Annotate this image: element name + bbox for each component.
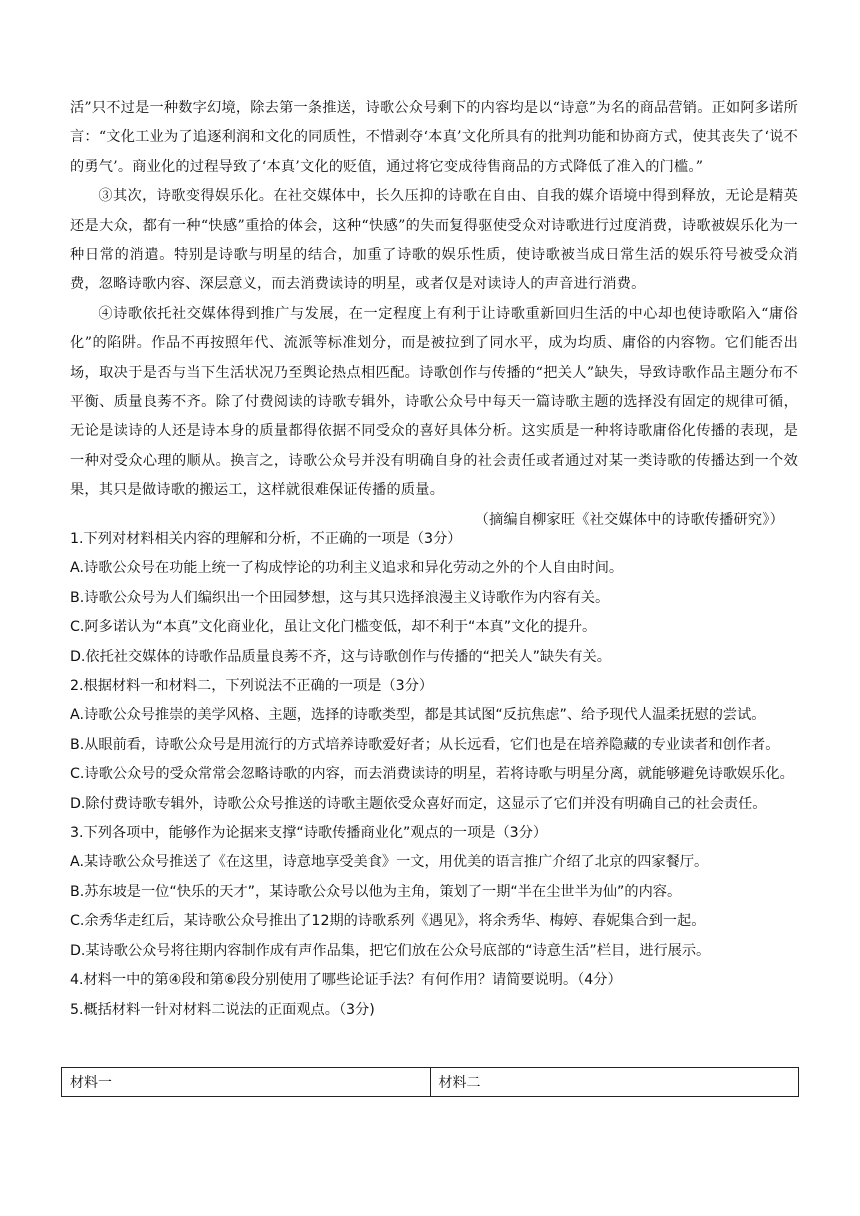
question-1-option-a: A.诗歌公众号在功能上统一了构成悖论的功利主义追求和异化劳动之外的个人自由时间。	[70, 560, 624, 577]
answer-table-col-material-2: 材料二	[430, 1068, 799, 1097]
question-3-stem: 3.下列各项中，能够作为论据来支撑“诗歌传播商业化”观点的一项是（3分）	[70, 825, 548, 842]
passage-paragraph-3: ③其次，诗歌变得娱乐化。在社交媒体中，长久压抑的诗歌在自由、自我的媒介语境中得到释放，无论是精英还是大众，都有一种“快感”重拾的体会，这种“快感”的失而复得驱使受众对诗歌进行过度消费，诗歌被娱乐化为一种日常的消遣。特别是诗歌与明星的结合，加重了诗歌的娱乐性质，使诗歌被当成日常生活的娱乐符号被受众消费，忽略诗歌内容、深层意义，而去消费读诗的明星，或者仅是对读诗人的声音进行消费。	[70, 188, 798, 293]
answer-table	[61, 1067, 799, 1097]
question-2-stem: 2.根据材料一和材料二，下列说法不正确的一项是（3分）	[70, 678, 434, 695]
question-2-option-c: C.诗歌公众号的受众常常会忽略诗歌的内容，而去消费读诗的明星，若将诗歌与明星分离，就能够避免诗歌娱乐化。	[70, 766, 794, 783]
question-2-option-b: B.从眼前看，诗歌公众号是用流行的方式培养诗歌爱好者；从长远看，它们也是在培养隐藏的专业读者和创作者。	[70, 736, 780, 753]
question-4-stem: 4.材料一中的第④段和第⑥段分别使用了哪些论证手法？有何作用？请简要说明。（4分）	[70, 972, 622, 989]
question-1-option-b: B.诗歌公众号为人们编织出一个田园梦想，这与其只选择浪漫主义诗歌作为内容有关。	[70, 589, 610, 606]
question-3-option-d: D.某诗歌公众号将往期内容制作成有声作品集，把它们放在公众号底部的“诗意生活”栏目，进行展示。	[70, 942, 711, 959]
question-2-option-d: D.除付费诗歌专辑外，诗歌公众号推送的诗歌主题依受众喜好而定，这显示了它们并没有明确自己的社会责任。	[70, 795, 767, 812]
question-3-option-b: B.苏东坡是一位“快乐的天才”，某诗歌公众号以他为主角，策划了一期“半在尘世半为仙”的内容。	[70, 883, 682, 900]
passage-paragraph-1: 活”只不过是一种数字幻境，除去第一条推送，诗歌公众号剩下的内容均是以“诗意”为名的商品营销。正如阿多诺所言：“文化工业为了追逐利润和文化的同质性，不惜剥夺‘本真’文化所具有的批判功能和协商方式，使其丧失了‘说不的勇气’。商业化的过程导致了‘本真’文化的贬值，通过将它变成待售商品的方式降低了准入的门槛。”	[70, 100, 798, 175]
question-list	[70, 525, 798, 1025]
passage-paragraph-4: ④诗歌依托社交媒体得到推广与发展，在一定程度上有利于让诗歌重新回归生活的中心却也使诗歌陷入“庸俗化”的陷阱。作品不再按照年代、流派等标准划分，而是被拉到了同水平，成为均质、庸俗的内容物。它们能否出场，取决于是否与当下生活状况乃至舆论热点相匹配。诗歌创作与传播的“把关人”缺失，导致诗歌作品主题分布不平衡、质量良莠不齐。除了付费阅读的诗歌专辑外，诗歌公众号中每天一篇诗歌主题的选择没有固定的规律可循，无论是读诗的人还是诗本身的质量都得依据不同受众的喜好具体分析。这实质是一种将诗歌庸俗化传播的表现，是一种对受众心理的顺从。换言之，诗歌公众号并没有明确自身的社会责任或者通过对某一类诗歌的传播达到一个效果，其只是做诗歌的搬运工，这样就很难保证传播的质量。	[70, 305, 798, 499]
answer-table-col-material-1: 材料一	[62, 1068, 431, 1097]
question-3-option-c: C.余秀华走红后，某诗歌公众号推出了12期的诗歌系列《遇见》，将余秀华、梅婷、春妮集合到一起。	[70, 913, 706, 930]
question-1-option-d: D.依托社交媒体的诗歌作品质量良莠不齐，这与诗歌创作与传播的“把关人”缺失有关。	[70, 648, 611, 665]
question-2-option-a: A.诗歌公众号推崇的美学风格、主题，选择的诗歌类型，都是其试图“反抗焦虑”、给予现代人温柔抚慰的尝试。	[70, 707, 766, 724]
question-3-option-a: A.某诗歌公众号推送了《在这里，诗意地享受美食》一文，用优美的语言推广介绍了北京的四家餐厅。	[70, 854, 709, 871]
answer-table-header-row	[62, 1068, 799, 1097]
question-5-stem: 5.概括材料一针对材料二说法的正面观点。（3分)	[70, 1001, 375, 1018]
question-1-stem: 1.下列对材料相关内容的理解和分析，不正确的一项是（3分）	[70, 531, 462, 547]
reading-passage	[70, 94, 798, 535]
passage-source: （摘编自柳家旺《社交媒体中的诗歌传播研究》）	[474, 511, 784, 528]
question-1-option-c: C.阿多诺认为“本真”文化商业化，虽让文化门槛变低，却不利于“本真”文化的提升。	[70, 619, 597, 636]
